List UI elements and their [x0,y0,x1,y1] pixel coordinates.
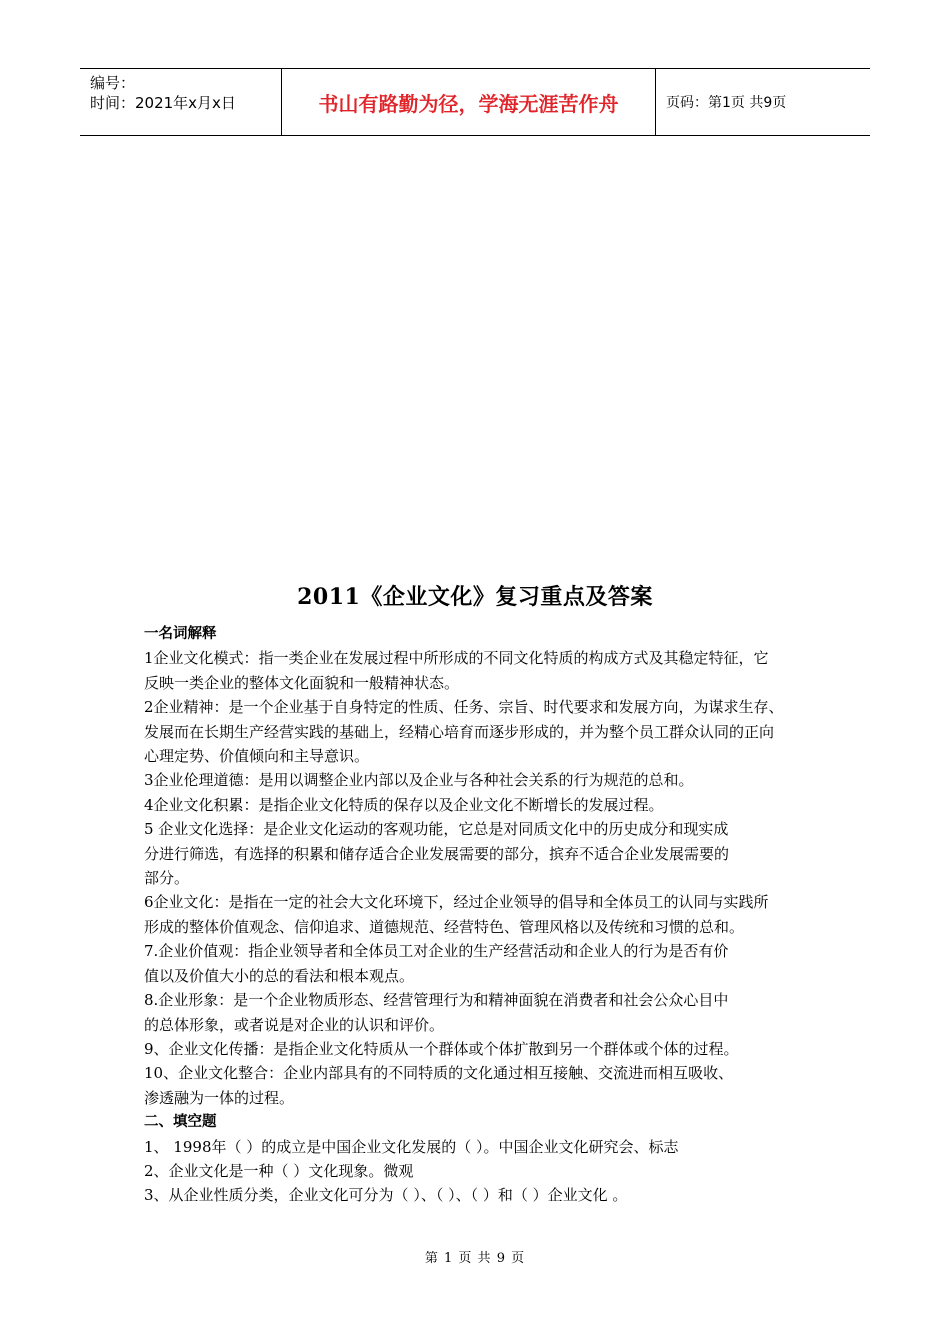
section-heading-fill-blanks: 二、填空题 [144,1114,217,1131]
number-label: 编号： [90,74,136,92]
document-body [144,622,874,1208]
header-table [80,68,870,136]
body-line: 8.企业形象：是一个企业物质形态、经营管理行为和精神面貌在消费者和社会公众心目中 [144,991,729,1010]
body-line: 4企业文化积累：是指企业文化特质的保存以及企业文化不断增长的发展过程。 [144,795,664,814]
body-line: 9、企业文化传播：是指企业文化特质从一个群体或个体扩散到另一个群体或个体的过程。 [144,1039,739,1058]
page-label: 页码：第1页 共9页 [666,95,787,111]
body-line: 发展而在长期生产经营实践的基础上，经精心培育而逐步形成的，并为整个员工群众认同的正向 [144,722,775,741]
body-line: 1、 1998年（ ）的成立是中国企业文化发展的（ ）。中国企业文化研究会、标志 [144,1137,679,1156]
body-line: 5 企业文化选择：是企业文化运动的客观功能，它总是对同质文化中的历史成分和现实成 [144,820,729,839]
body-line: 10、企业文化整合：企业内部具有的不同特质的文化通过相互接触、交流进而相互吸收、 [144,1064,734,1083]
body-line: 分进行筛选，有选择的积累和储存适合企业发展需要的部分，摈弃不适合企业发展需要的 [144,844,730,863]
body-line: 部分。 [144,869,190,888]
body-line: 2、企业文化是一种（ ）文化现象。微观 [144,1161,414,1180]
page-footer: 第 1 页 共 9 页 [424,1251,526,1266]
page-cell [656,69,870,135]
body-line: 渗透融为一体的过程。 [144,1088,295,1107]
body-line: 7.企业价值观：指企业领导者和全体员工对企业的生产经营活动和企业人的行为是否有价 [144,942,729,961]
time-label: 时间：2021年x月x日 [90,94,236,112]
document-title: 2011《企业文化》复习重点及答案 [297,584,653,610]
body-line: 心理定势、价值倾向和主导意识。 [144,747,370,766]
body-line: 2企业精神：是一个企业基于自身特定的性质、任务、宗旨、时代要求和发展方向，为谋求生存、 [144,698,784,717]
section-heading-definitions: 一名词解释 [144,626,217,642]
body-line: 值以及价值大小的总的看法和根本观点。 [144,966,415,985]
header-left-cell [80,69,282,135]
body-line: 形成的整体价值观念、信仰追求、道德规范、经营特色、管理风格以及传统和习惯的总和。 [144,917,745,936]
body-line: 1企业文化模式：指一类企业在发展过程中所形成的不同文化特质的构成方式及其稳定特征，它 [144,649,769,668]
body-line: 3企业伦理道德：是用以调整企业内部以及企业与各种社会关系的行为规范的总和。 [144,771,694,790]
motto-cell [282,69,656,135]
body-line: 6企业文化：是指在一定的社会大文化环境下，经过企业领导的倡导和全体员工的认同与实践所 [144,893,769,912]
body-line: 3、从企业性质分类，企业文化可分为（ ）、（ ）、（ ）和（ ）企业文化 。 [144,1186,628,1205]
body-line: 反映一类企业的整体文化面貌和一般精神状态。 [144,673,460,692]
motto-text: 书山有路勤为径，学海无涯苦作舟 [318,91,619,116]
body-line: 的总体形象，或者说是对企业的认识和评价。 [144,1015,445,1034]
